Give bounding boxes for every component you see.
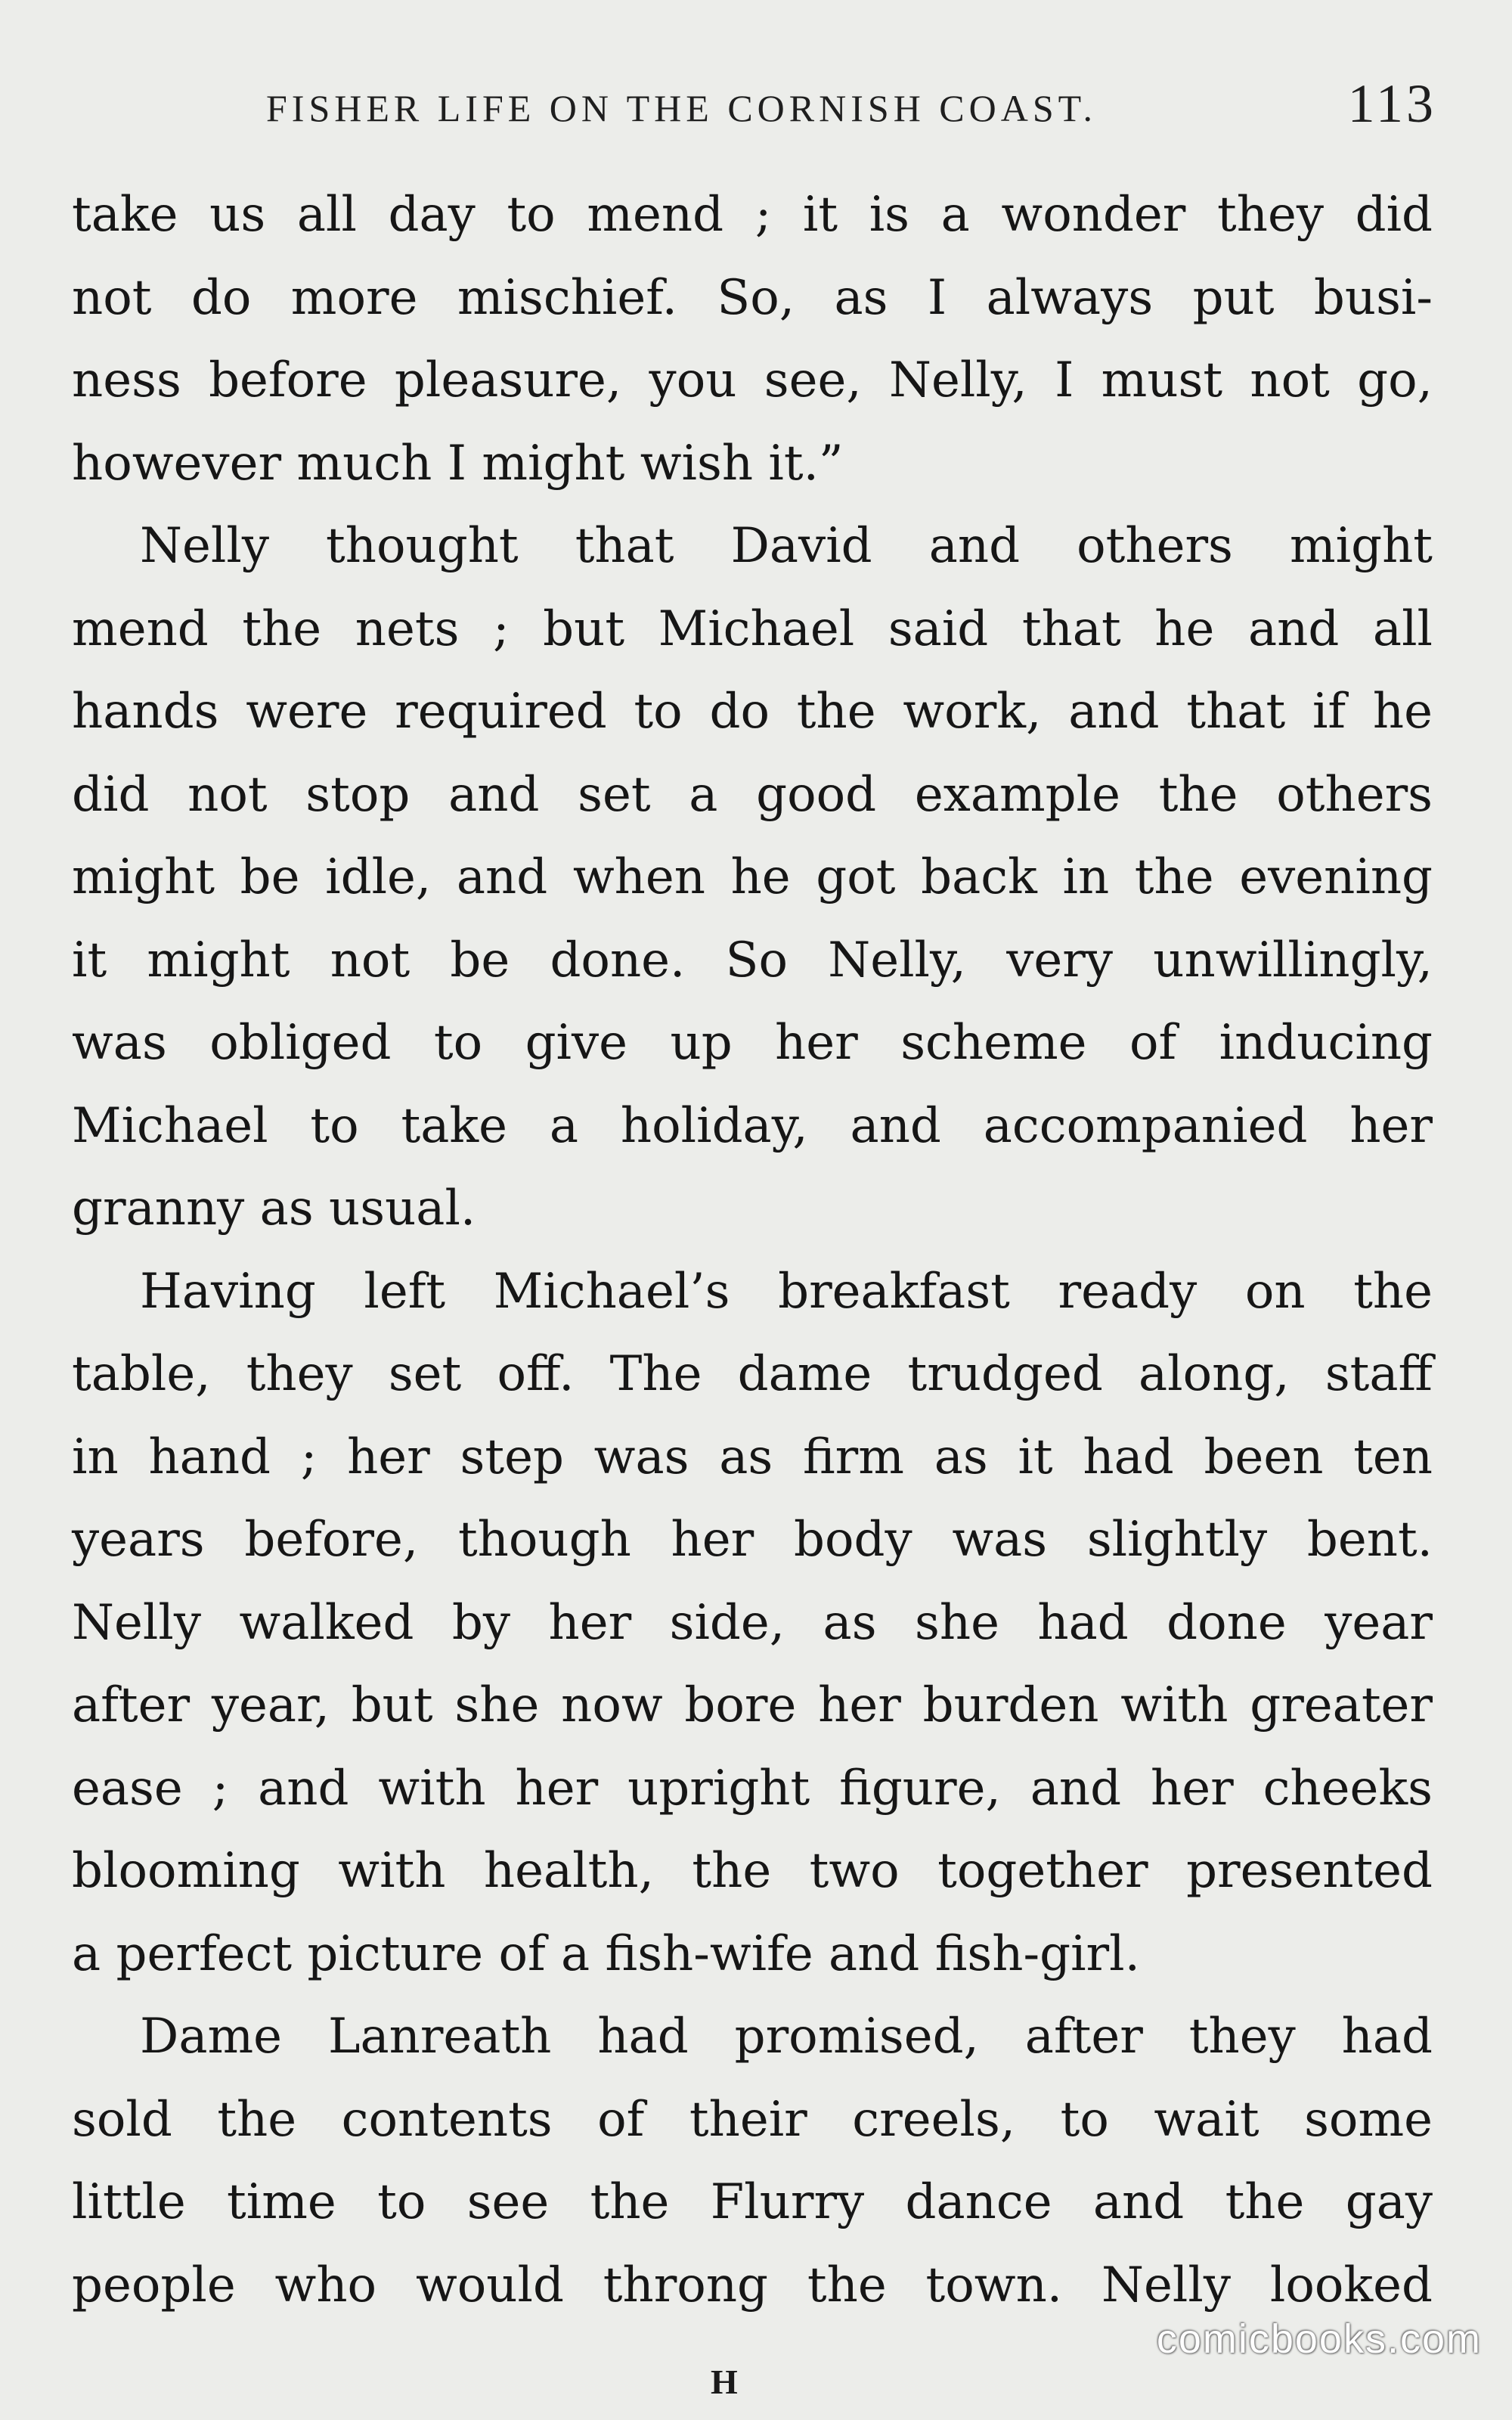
text-line: in hand ; her step was as firm as it had been ten [72, 1429, 1433, 1485]
page-number: 113 [1347, 73, 1436, 134]
body-text [72, 174, 1433, 2327]
text-line: might be idle, and when he got back in the evening [72, 849, 1433, 905]
text-line: after year, but she now bore her burden with greater [72, 1677, 1433, 1733]
text-line: Having left Michael’s breakfast ready on the [140, 1263, 1433, 1320]
text-line: not do more mischief. So, as I always put busi- [72, 269, 1433, 326]
running-title: FISHER LIFE ON THE CORNISH COAST. [266, 87, 1098, 129]
text-line: take us all day to mend ; it is a wonder they did [72, 187, 1433, 243]
text-line: people who would throng the town. Nelly looked [72, 2257, 1433, 2313]
text-line: Michael to take a holiday, and accompanied her [72, 1097, 1433, 1154]
text-line: Dame Lanreath had promised, after they had [140, 2009, 1433, 2065]
text-line: was obliged to give up her scheme of inducing [72, 1015, 1433, 1071]
text-line: mend the nets ; but Michael said that he and all [72, 600, 1433, 657]
text-line: Nelly walked by her side, as she had done year [72, 1594, 1433, 1651]
text-line: granny as usual. [72, 1181, 476, 1236]
text-line: did not stop and set a good example the others [72, 766, 1433, 823]
signature-mark [711, 2363, 756, 2420]
running-head [249, 70, 1436, 138]
text-line: however much I might wish it.” [72, 435, 844, 492]
text-line: ease ; and with her upright figure, and her cheeks [72, 1760, 1433, 1817]
text-line: a perfect picture of a fish-wife and fish-girl. [72, 1925, 1140, 1982]
text-line: sold the contents of their creels, to wait some [72, 2091, 1433, 2148]
text-line: hands were required to do the work, and that if he [72, 684, 1433, 740]
text-line: blooming with health, the two together presented [72, 1843, 1433, 1899]
watermark: comicbooks.com [1156, 2316, 1482, 2362]
text-line: ness before pleasure, you see, Nelly, I must not go, [72, 352, 1433, 408]
signature-letter: H [711, 2363, 738, 2401]
text-line: little time to see the Flurry dance and the gay [72, 2174, 1433, 2230]
text-line: years before, though her body was slightly bent. [72, 1512, 1433, 1568]
text-line: table, they set off. The dame trudged along, staff [72, 1346, 1433, 1402]
text-line: it might not be done. So Nelly, very unwillingly, [72, 932, 1433, 988]
text-line: Nelly thought that David and others might [140, 518, 1433, 574]
